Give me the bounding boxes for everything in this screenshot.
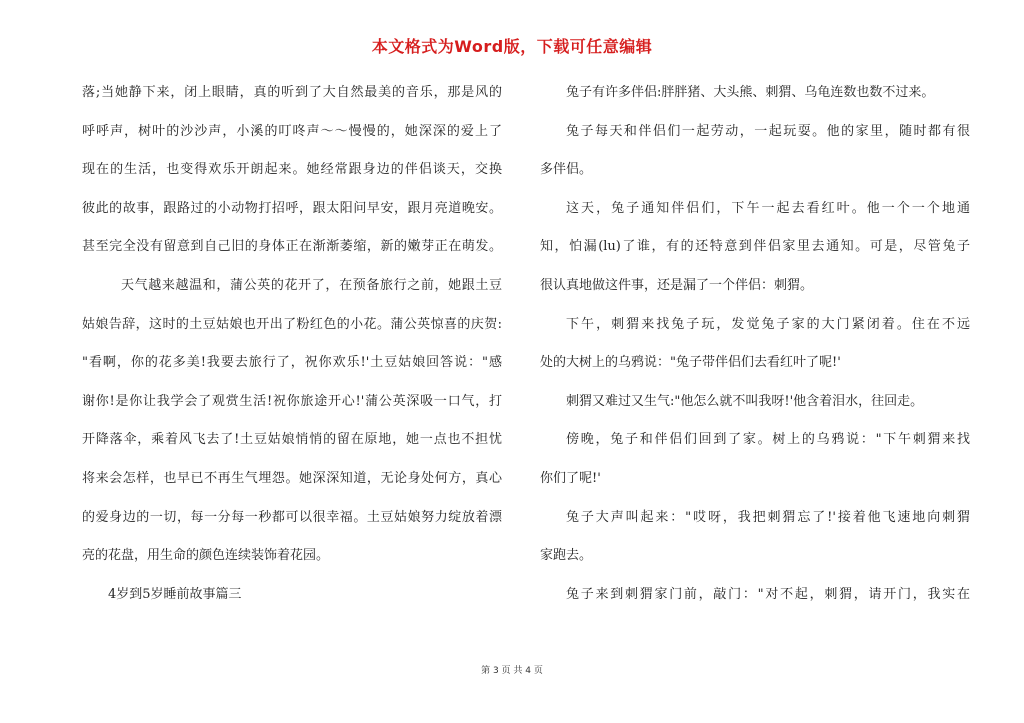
paragraph-line: 这天，兔子通知伴侣们，下午一起去看红叶。他一个一个地通 bbox=[566, 200, 970, 216]
paragraph-line: 家跑去。 bbox=[540, 548, 593, 564]
paragraph-line: 天气越来越温和，蒲公英的花开了，在预备旅行之前，她跟土豆 bbox=[121, 277, 502, 293]
paragraph-line: 傍晚，兔子和伴侣们回到了家。树上的乌鸦说："下午刺猬来找 bbox=[566, 432, 970, 448]
paragraph-line: 落;当她静下来，闭上眼睛，真的听到了大自然最美的音乐，那是风的 bbox=[82, 85, 502, 100]
page-header: 本文格式为Word版，下载可任意编辑 bbox=[371, 37, 653, 56]
left-text-column bbox=[82, 74, 502, 614]
paragraph-line: 刺猬又难过又生气:"他怎么就不叫我呀!'他含着泪水，往回走。 bbox=[566, 393, 924, 409]
paragraph-line: 兔子来到刺猬家门前，敲门："对不起，刺猬，请开门，我实在 bbox=[566, 586, 970, 602]
paragraph-line: 彼此的故事，跟路过的小动物打招呼，跟太阳问早安，跟月亮道晚安。 bbox=[82, 200, 502, 216]
paragraph-line: 现在的生活，也变得欢乐开朗起来。她经常跟身边的伴侣谈天，交换 bbox=[82, 162, 502, 178]
paragraph-line: 谢你!是你让我学会了观赏生活!祝你旅途开心!'蒲公英深吸一口气，打 bbox=[82, 393, 502, 409]
paragraph-line: 兔子大声叫起来："哎呀，我把刺猬忘了!'接着他飞速地向刺猬 bbox=[566, 509, 970, 525]
paragraph-line: 姑娘告辞，这时的土豆姑娘也开出了粉红色的小花。蒲公英惊喜的庆贺: bbox=[82, 316, 502, 332]
paragraph-line: 将来会怎样，也早已不再生气埋怨。她深深知道，无论身处何方，真心 bbox=[82, 470, 502, 486]
paragraph-line: 处的大树上的乌鸦说："兔子带伴侣们去看红叶了呢!' bbox=[540, 355, 841, 371]
right-text-column bbox=[540, 74, 970, 614]
page-number-footer: 第 3 页 共 4 页 bbox=[481, 666, 543, 676]
section-heading: 4岁到5岁睡前故事篇三 bbox=[108, 586, 242, 602]
paragraph-line: 亮的花盘，用生命的颜色连续装饰着花园。 bbox=[82, 548, 330, 564]
paragraph-line: 很认真地做这件事，还是漏了一个伴侣：刺猬。 bbox=[540, 277, 814, 293]
paragraph-line: 兔子每天和伴侣们一起劳动，一起玩耍。他的家里，随时都有很 bbox=[566, 123, 970, 139]
paragraph-line: 呼呼声，树叶的沙沙声，小溪的叮咚声～～慢慢的，她深深的爱上了 bbox=[82, 123, 502, 139]
paragraph-line: "看啊，你的花多美!我要去旅行了，祝你欢乐!'土豆姑娘回答说："感 bbox=[82, 355, 502, 371]
paragraph-line: 的爱身边的一切，每一分每一秒都可以很幸福。土豆姑娘努力绽放着漂 bbox=[82, 509, 502, 525]
paragraph-line: 下午，刺猬来找兔子玩，发觉兔子家的大门紧闭着。住在不远 bbox=[566, 316, 970, 332]
paragraph-line: 兔子有许多伴侣:胖胖猪、大头熊、刺猬、乌龟连数也数不过来。 bbox=[566, 85, 935, 100]
paragraph-line: 多伴侣。 bbox=[540, 162, 593, 178]
paragraph-line: 知，怕漏(lu)了谁，有的还特意到伴侣家里去通知。可是，尽管兔子 bbox=[540, 239, 970, 255]
paragraph-line: 你们了呢!' bbox=[540, 470, 601, 486]
paragraph-line: 甚至完全没有留意到自己旧的身体正在渐渐萎缩，新的嫩芽正在萌发。 bbox=[82, 239, 502, 255]
paragraph-line: 开降落伞，乘着风飞去了!土豆姑娘悄悄的留在原地，她一点也不担忧 bbox=[82, 432, 502, 448]
